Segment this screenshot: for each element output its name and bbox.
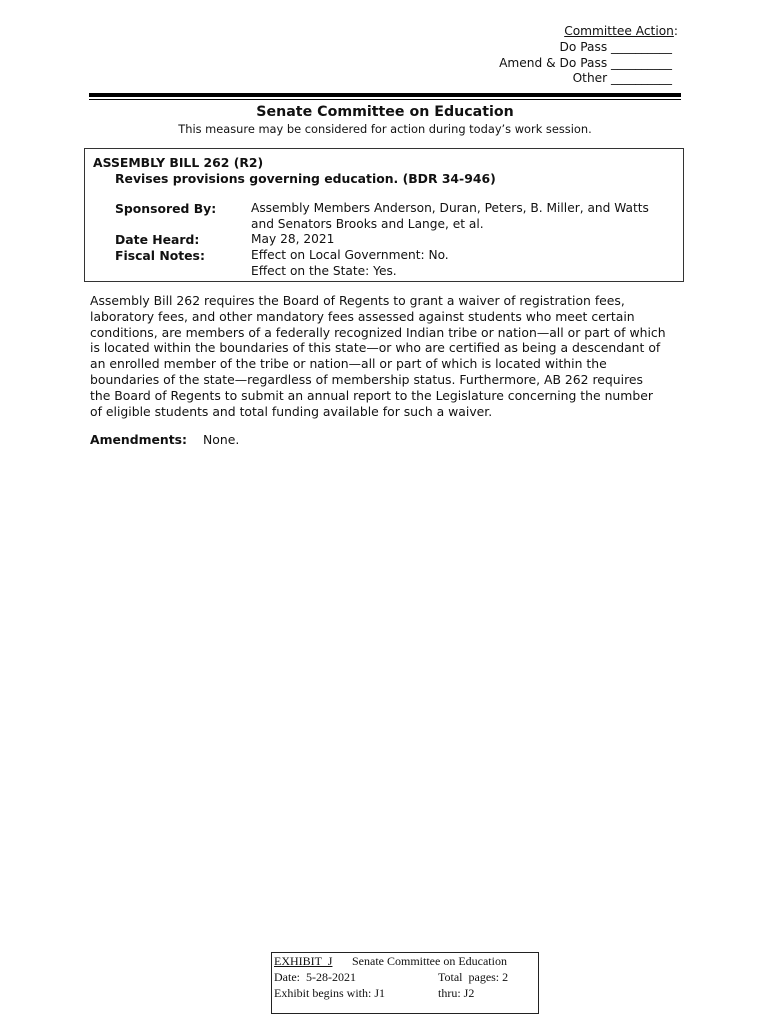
sponsored-line-2: and Senators Brooks and Lange, et al. xyxy=(251,216,484,231)
other-line: Other __________ xyxy=(572,71,672,86)
header-rule-thick xyxy=(89,93,681,97)
fiscal-notes-value xyxy=(251,248,449,280)
session-note: This measure may be considered for action during today’s work session. xyxy=(178,122,592,136)
exhibit-begins: Exhibit begins with: J1 xyxy=(274,986,385,1000)
fiscal-notes-label: Fiscal Notes: xyxy=(115,248,205,263)
committee-name: Senate Committee on Education xyxy=(256,104,514,120)
amendments-value: None. xyxy=(203,432,240,447)
committee-action-colon: : xyxy=(673,24,678,38)
summary-line: is located within the boundaries of this state—or who are certified as being a descendant of xyxy=(90,340,661,356)
amend-do-pass-line: Amend & Do Pass __________ xyxy=(499,55,672,70)
summary-line: an enrolled member of the tribe or nation—all or part of which is located within the xyxy=(90,356,607,372)
exhibit-total-pages: Total pages: 2 xyxy=(438,970,509,984)
bill-info-box xyxy=(84,148,684,282)
sponsored-label: Sponsored By: xyxy=(115,201,217,216)
header-rule-thin xyxy=(89,99,681,100)
bill-number: ASSEMBLY BILL 262 (R2) xyxy=(93,155,264,170)
fiscal-local: Effect on Local Government: No. xyxy=(251,248,449,262)
summary-line: of eligible students and total funding available for such a waiver. xyxy=(90,403,493,419)
exhibit-stamp xyxy=(271,952,539,1014)
date-heard-value: May 28, 2021 xyxy=(251,232,335,246)
summary-line: boundaries of the state—regardless of membership status. Furthermore, AB 262 requires xyxy=(90,371,643,387)
amendments-label: Amendments: xyxy=(90,432,187,447)
summary-line: the Board of Regents to submit an annual report to the Legislature concerning the number xyxy=(90,387,653,403)
fiscal-state: Effect on the State: Yes. xyxy=(251,263,397,278)
do-pass-line: Do Pass __________ xyxy=(559,39,672,54)
sponsored-value xyxy=(251,201,649,233)
exhibit-thru: thru: J2 xyxy=(438,986,475,1000)
exhibit-date: Date: 5-28-2021 xyxy=(274,970,356,984)
exhibit-committee: Senate Committee on Education xyxy=(352,954,507,968)
date-heard-label: Date Heard: xyxy=(115,232,200,247)
bill-title: Revises provisions governing education. (BDR 34-946) xyxy=(115,171,496,186)
summary-line: Assembly Bill 262 requires the Board of Regents to grant a waiver of registration fees, xyxy=(90,293,625,308)
sponsored-line-1: Assembly Members Anderson, Duran, Peters, B. Miller, and Watts xyxy=(251,201,649,215)
committee-action-block xyxy=(499,24,678,87)
summary-line: conditions, are members of a federally recognized Indian tribe or nation—all or part of which xyxy=(90,324,666,340)
committee-action-title: Committee Action xyxy=(564,24,674,38)
summary-line: laboratory fees, and other mandatory fees assessed against students who meet certain xyxy=(90,308,635,324)
exhibit-label: EXHIBIT J xyxy=(274,954,333,968)
committee-action-heading xyxy=(499,24,678,40)
bill-summary xyxy=(90,293,680,419)
